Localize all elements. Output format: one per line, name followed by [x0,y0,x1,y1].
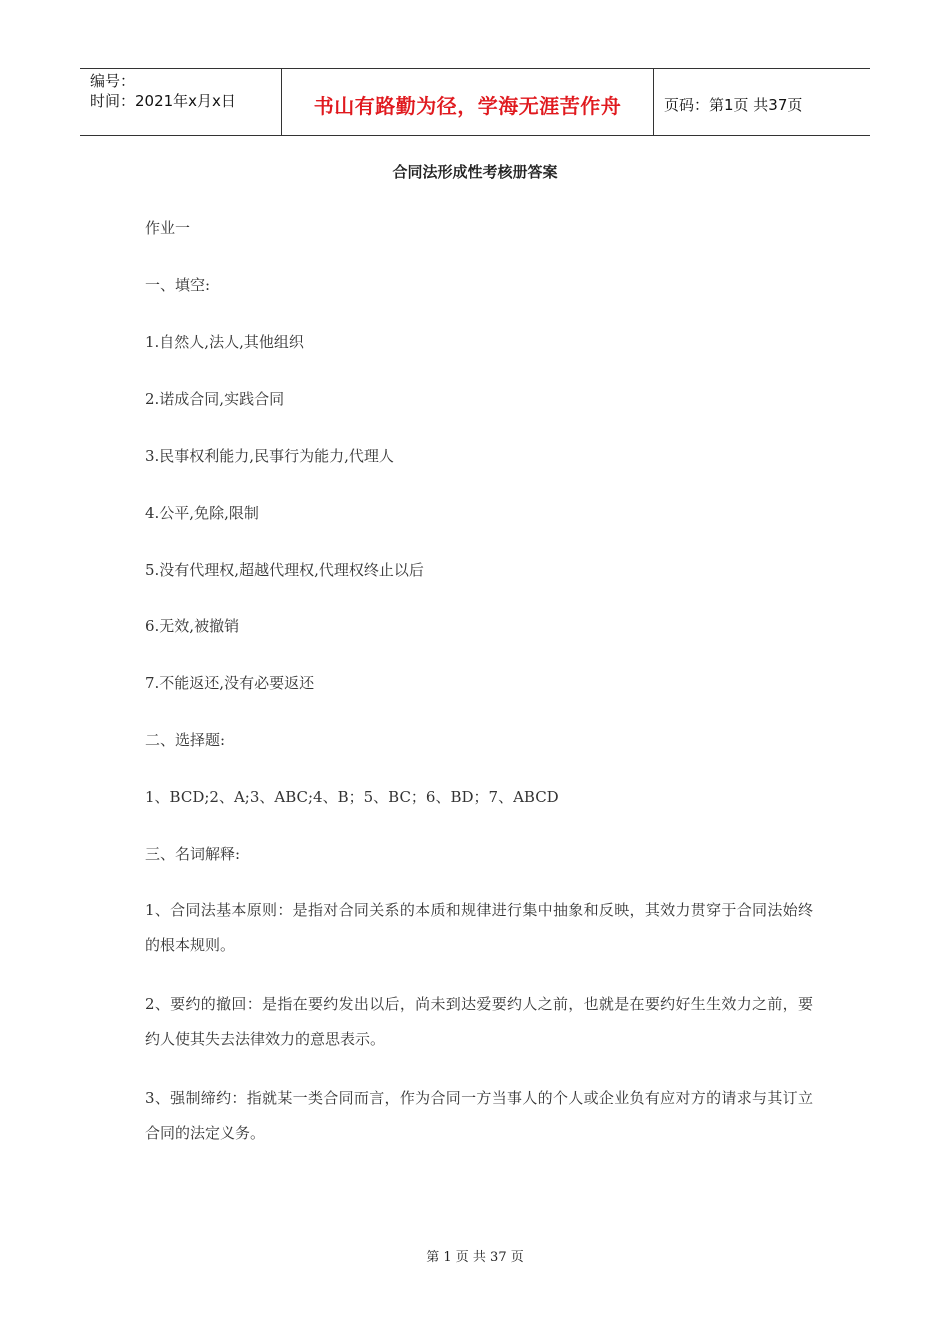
answer-line: 4.公平,免除,限制 [145,504,259,522]
answer-line: 7.不能返还,没有必要返还 [145,674,315,692]
answer-line: 6.无效,被撤销 [145,617,240,635]
subsection-heading: 三、名词解释: [145,845,241,863]
subsection-heading: 二、选择题: [145,731,226,749]
header-motto-cell [281,69,654,135]
answer-line: 5.没有代理权,超越代理权,代理权终止以后 [145,561,424,579]
answer-line: 3.民事权利能力,民事行为能力,代理人 [145,447,394,465]
header-page-info: 页码：第1页 共37页 [664,95,803,114]
document-title: 合同法形成性考核册答案 [392,163,558,181]
header-table [80,68,870,136]
section-heading: 作业一 [145,219,191,237]
answer-line: 2.诺成合同,实践合同 [145,390,285,408]
header-page-info-cell [654,69,870,135]
document-time-label: 时间：2021年x月x日 [90,92,236,110]
answer-line: 1、BCD;2、A;3、ABC;4、B；5、BC；6、BD；7、ABCD [145,788,559,806]
definition-paragraph: 3、强制缔约：指就某一类合同而言，作为合同一方当事人的个人或企业负有应对方的请求与其订立合同的法定义务。 [145,1089,813,1142]
header-motto: 书山有路勤为径，学海无涯苦作舟 [313,93,622,118]
definition-paragraph: 1、合同法基本原则：是指对合同关系的本质和规律进行集中抽象和反映，其效力贯穿于合同法始终的根本规则。 [145,901,813,954]
document-number-label: 编号： [90,72,136,90]
header-meta [80,69,281,135]
page-footer: 第 1 页 共 37 页 [426,1250,524,1265]
definition-paragraph: 2、要约的撤回：是指在要约发出以后，尚未到达爱要约人之前，也就是在要约好生生效力之前，要约人使其失去法律效力的意思表示。 [145,995,813,1048]
subsection-heading: 一、填空: [145,276,211,294]
answer-line: 1.自然人,法人,其他组织 [145,333,304,351]
